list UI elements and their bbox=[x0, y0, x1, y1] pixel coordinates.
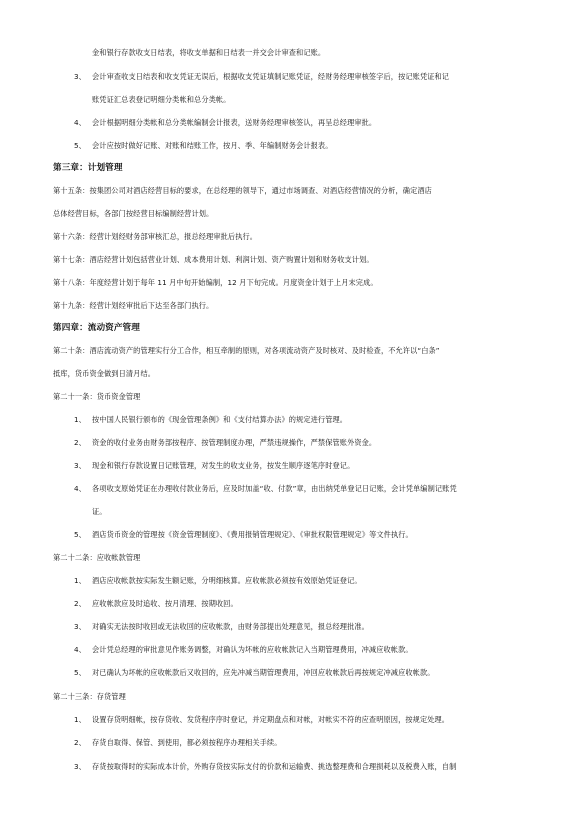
list-number: 4、 bbox=[74, 118, 86, 127]
list-item bbox=[74, 576, 362, 585]
list-item bbox=[74, 622, 369, 631]
list-item bbox=[74, 72, 449, 81]
article-title: 第二十一条：货币资金管理 bbox=[53, 392, 141, 401]
chapter-heading: 第四章：流动资产管理 bbox=[53, 323, 140, 333]
list-item bbox=[74, 645, 413, 654]
list-item bbox=[74, 715, 449, 724]
list-number: 5、 bbox=[74, 530, 86, 539]
article-title: 第二十二条：应收帐款管理 bbox=[53, 553, 141, 562]
list-number: 4、 bbox=[74, 484, 86, 493]
list-number: 4、 bbox=[74, 645, 86, 654]
list-text: 对确实无法按时收回或无法收回的应收帐款，由财务部提出处理意见，报总经理批准。 bbox=[92, 622, 369, 631]
list-text: 设置存货明细帐，按存货收、发货程序序时登记，并定期盘点和对帐，对帐实不符的应查明原因，按规定处理。 bbox=[92, 715, 450, 724]
list-text: 酒店应收帐款按实际发生额记账，分明细核算。应收帐款必须按有效原始凭证登记。 bbox=[92, 576, 362, 585]
list-number: 2、 bbox=[74, 438, 86, 447]
article-title: 第二十三条：存货管理 bbox=[53, 692, 126, 701]
list-number: 3、 bbox=[74, 622, 86, 631]
list-text: 各项收支原始凭证在办理收付款业务后，应及时加盖“收、付款”章，由出纳凭单登记日记账，会计凭单编制记账凭 bbox=[92, 484, 457, 493]
list-text: 会计凭总经理的审批意见作账务调整，对确认为坏帐的应收帐款记入当期管理费用，冲减应收帐款。 bbox=[92, 645, 413, 654]
list-text: 存货按取得时的实际成本计价，外购存货按实际支付的价款和运输费、挑选整理费和合理损耗以及税费入账，自制 bbox=[92, 762, 457, 771]
list-text: 对已确认为坏帐的应收帐款后又收回的，应先冲减当期管理费用，冲回应收帐款后再按规定冲减应收帐款。 bbox=[92, 668, 435, 677]
list-number: 1、 bbox=[74, 715, 86, 724]
list-number: 3、 bbox=[74, 762, 86, 771]
article-line: 第十八条：年度经营计划于每年 11 月中旬开始编制，12 月下旬完成。月度资金计划于上月末完成。 bbox=[53, 278, 378, 287]
list-item bbox=[74, 668, 435, 677]
list-item-continuation: 证。 bbox=[92, 507, 107, 516]
list-text: 会计应按时做好记账、对账和结账工作，按月、季、年编制财务会计报表。 bbox=[92, 141, 333, 150]
list-item bbox=[74, 141, 333, 150]
list-number: 5、 bbox=[74, 668, 86, 677]
list-item bbox=[74, 461, 354, 470]
list-item bbox=[74, 484, 457, 493]
article-line: 抵库，货币资金做到日清月结。 bbox=[53, 369, 156, 378]
list-text: 酒店货币资金的管理按《资金管理制度》、《费用报销管理规定》、《审批权限管理规定》等文件执行。 bbox=[92, 530, 413, 539]
list-item-continuation: 账凭证汇总表登记明细分类帐和总分类帐。 bbox=[92, 95, 231, 104]
list-number: 3、 bbox=[74, 72, 86, 81]
paragraph-line: 金和银行存款收支日结表，将收支单据和日结表一并交会计审查和记账。 bbox=[92, 48, 326, 57]
list-text: 会计审查收支日结表和收支凭证无误后，根据收支凭证填制记账凭证，经财务经理审核签字后，按记账凭证和记 bbox=[92, 72, 450, 81]
list-number: 1、 bbox=[74, 576, 86, 585]
list-item bbox=[74, 762, 456, 771]
list-number: 5、 bbox=[74, 141, 86, 150]
list-text: 现金和银行存款设置日记账管理，对发生的收支业务，按发生顺序逐笔序时登记。 bbox=[92, 461, 355, 470]
list-item bbox=[74, 599, 238, 608]
list-item bbox=[74, 118, 376, 127]
list-text: 应收帐款应及时追收、按月清理、按期收回。 bbox=[92, 599, 238, 608]
list-item bbox=[74, 738, 281, 747]
list-number: 2、 bbox=[74, 599, 86, 608]
article-line: 第十五条：按集团公司对酒店经营目标的要求，在总经理的领导下，通过市场调查、对酒店经营情况的分析，确定酒店 bbox=[53, 186, 432, 195]
article-line: 第十七条：酒店经营计划包括营业计划、成本费用计划、利润计划、资产购置计划和财务收支计划。 bbox=[53, 255, 374, 264]
list-text: 会计根据明细分类帐和总分类帐编制会计报表，送财务经理审核签认，再呈总经理审批。 bbox=[92, 118, 377, 127]
list-text: 存货自取得、保管、到使用，都必须按程序办理相关手续。 bbox=[92, 738, 282, 747]
list-number: 2、 bbox=[74, 738, 86, 747]
list-number: 1、 bbox=[74, 415, 86, 424]
list-item bbox=[74, 530, 413, 539]
article-line: 总体经营目标，各部门按经营目标编制经营计划。 bbox=[53, 209, 214, 218]
chapter-heading: 第三章：计划管理 bbox=[53, 163, 123, 173]
list-number: 3、 bbox=[74, 461, 86, 470]
article-line: 第十六条：经营计划经财务部审核汇总，报总经理审批后执行。 bbox=[53, 232, 258, 241]
list-item bbox=[74, 415, 347, 424]
list-item bbox=[74, 438, 376, 447]
article-line: 第二十条：酒店流动资产的管理实行分工合作，相互牵制的原则，对各项流动资产及时核对、及时检查，不允许以“白条” bbox=[53, 346, 440, 355]
list-text: 按中国人民银行颁布的《现金管理条例》和《支付结算办法》的规定进行管理。 bbox=[92, 415, 348, 424]
list-text: 资金的收付业务由财务部按程序、按管理制度办理，严禁违规操作，严禁保管账外资金。 bbox=[92, 438, 377, 447]
article-line: 第十九条：经营计划经审批后下达至各部门执行。 bbox=[53, 301, 214, 310]
